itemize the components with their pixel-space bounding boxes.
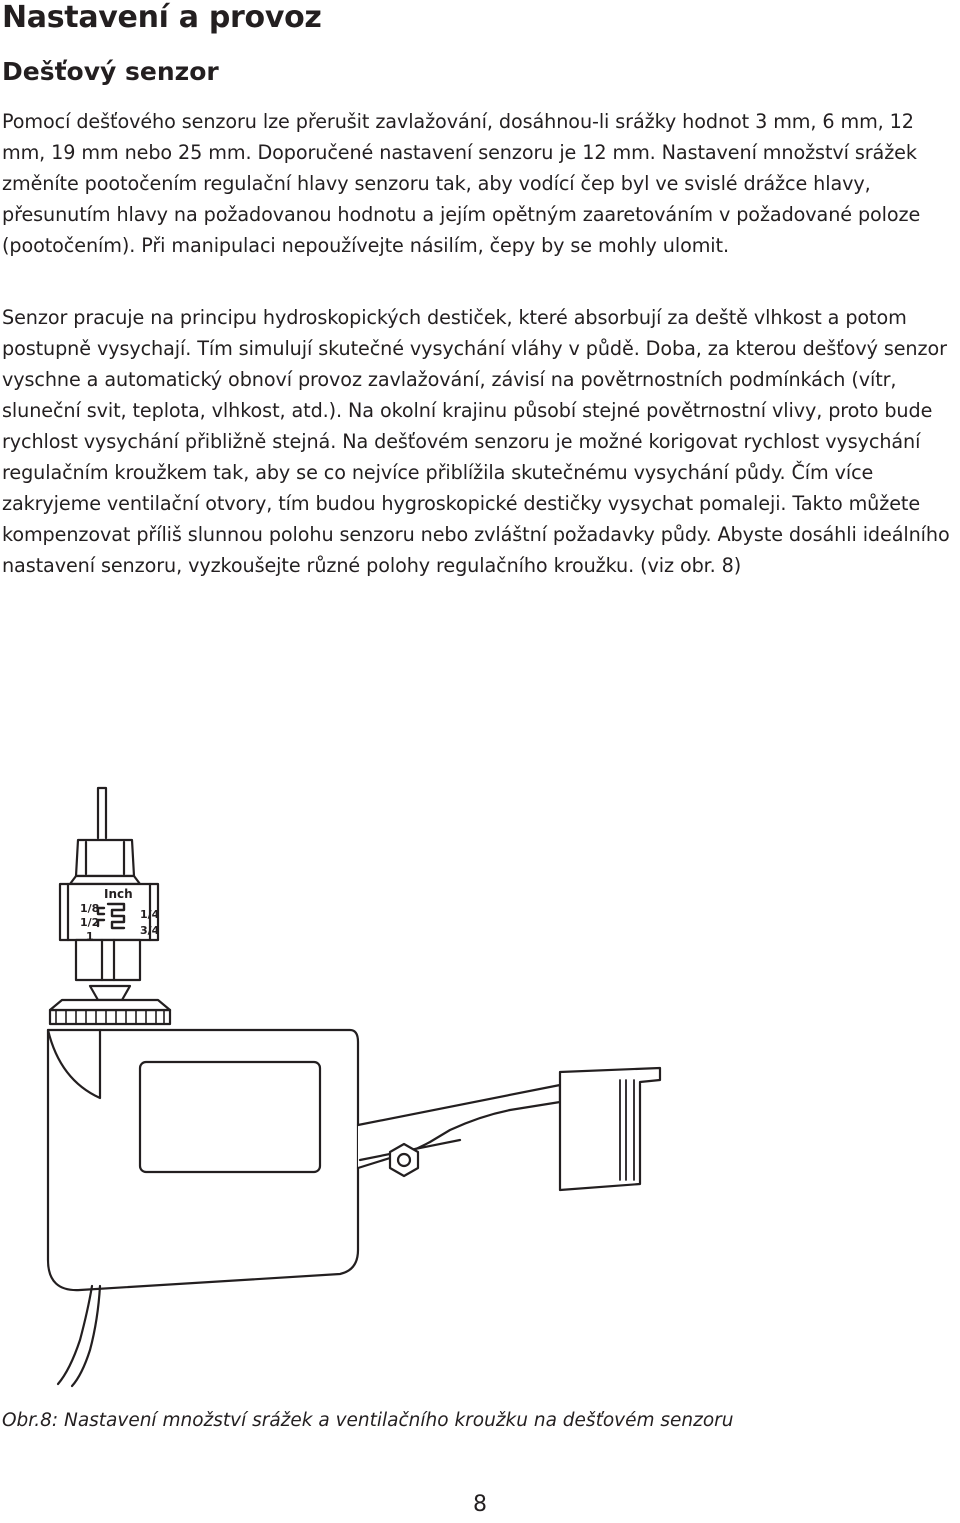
rain-sensor-figure xyxy=(40,780,680,1390)
scale-label-1-2: 1/2 xyxy=(80,916,100,929)
figure-caption: Obr.8: Nastavení množství srážek a ventilačního kroužku na dešťovém senzoru xyxy=(2,1410,734,1431)
scale-title: Inch xyxy=(104,887,133,901)
bracket-nut xyxy=(390,1144,418,1176)
sensor-housing xyxy=(48,1030,358,1290)
mounting-bracket xyxy=(358,1085,560,1168)
paragraph-principle: Senzor pracuje na principu hydroskopických destiček, které absorbují za deště vlhkost a potom postupně vysychají. Tím simulují skutečné vysychání vláhy v půdě. Doba, za kterou dešťový senzor vyschne a automatický obnoví provoz zavlažování, závisí na povětrnostních podmínkách (vítr, sluneční svit, teplota, vlhkost, atd.). Na okolní krajinu působí stejné povětrnostní vlivy, proto bude rychlost vysychání přibližně stejná. Na dešťovém senzoru je možné korigovat rychlost vysychání regulačním kroužkem tak, aby se co nejvíce přiblížila skutečnému vysychání půdy. Čím více zakryjeme ventilační otvory, tím budou hygroskopické destičky vysychat pomaleji. Takto můžete kompenzovat příliš slunnou polohu senzoru nebo zvláštní požadavky půdy. Abyste dosáhli ideálního nastavení senzoru, vyzkoušejte různé polohy regulačního kroužku. (viz obr. 8) xyxy=(2,306,950,577)
scale-label-3-4: 3/4 xyxy=(140,924,160,937)
rain-sensor-illustration xyxy=(40,780,680,1390)
scale-label-1-4: 1/4 xyxy=(140,908,160,921)
sensor-cap xyxy=(76,840,134,876)
paragraph-settings: Pomocí dešťového senzoru lze přerušit zavlažování, dosáhnou-li srážky hodnot 3 mm, 6 mm, 12 mm, 19 mm nebo 25 mm. Doporučené nastavení senzoru je 12 mm. Nastavení množství srážek změníte pootočením regulační hlavy senzoru tak, aby vodící čep byl ve svislé drážce hlavy, přesunutím hlavy na požadovanou hodnotu a jejím opětným zaaretováním v požadované poloze (pootočením). Při manipulaci nepoužívejte násilím, čepy by se mohly ulomit. xyxy=(2,110,921,257)
sensor-cable xyxy=(58,1286,100,1386)
scale-label-1-8: 1/8 xyxy=(80,902,100,915)
bracket-plate xyxy=(560,1068,660,1190)
ventilation-ring xyxy=(50,1010,170,1024)
page-title: Nastavení a provoz xyxy=(2,0,322,35)
sensor-stem xyxy=(76,940,140,980)
section-heading: Dešťový senzor xyxy=(2,57,219,86)
top-pin xyxy=(98,788,106,838)
page-number: 8 xyxy=(473,1492,487,1517)
scale-label-1: 1 xyxy=(86,930,94,943)
